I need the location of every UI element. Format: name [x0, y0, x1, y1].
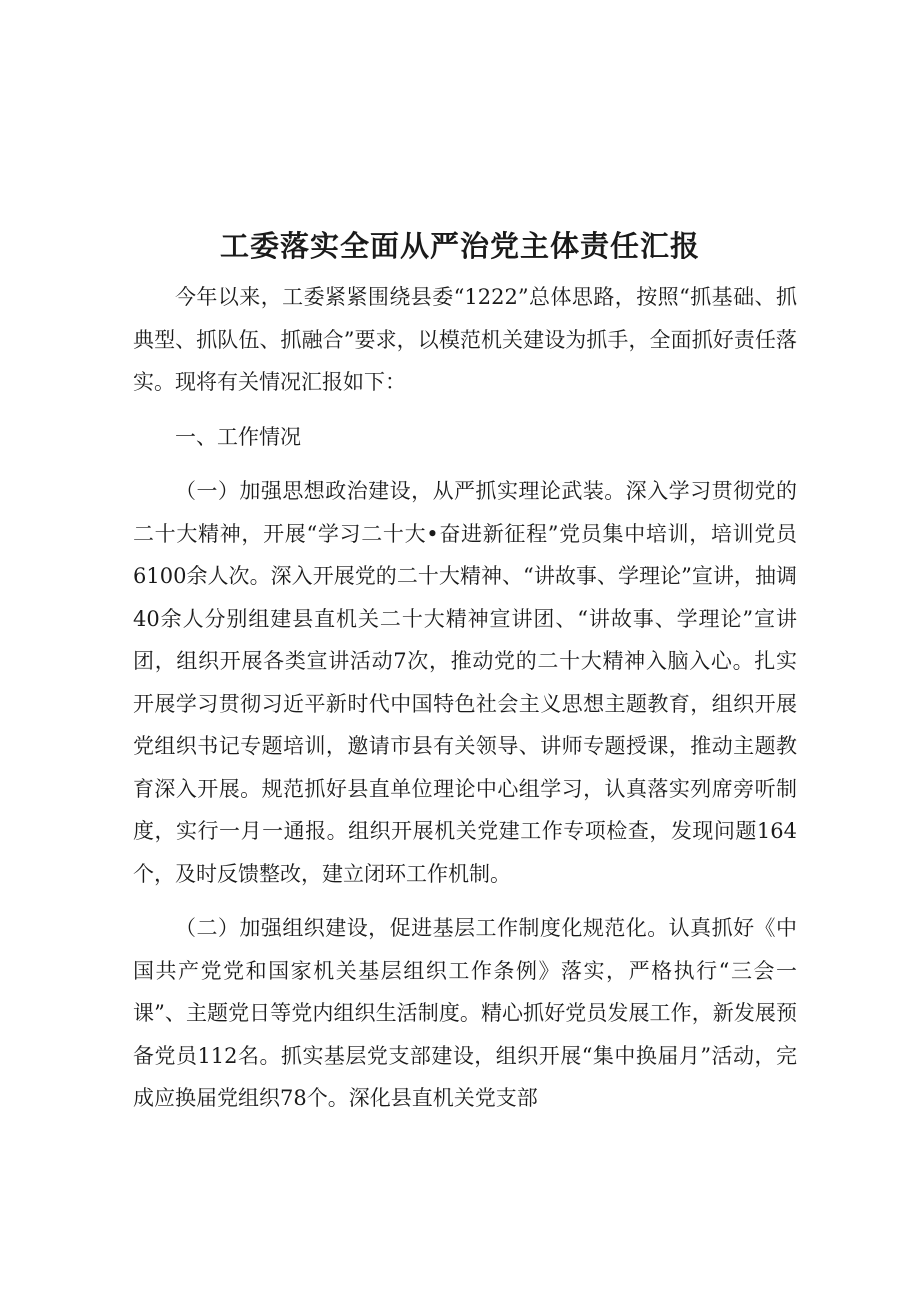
document-title: 工委落实全面从严治党主体责任汇报 — [219, 229, 700, 263]
body-paragraph: （二）加强组织建设，促进基层工作制度化规范化。认真抓好《中国共产党党和国家机关基层组织工作条例》落实，严格执行“三会一课”、主题党日等党内组织生活制度。精心抓好党员发展工作，新发展预备党员112名。抓实基层党支部建设，组织开展“集中换届月”活动，完成应换届党组织78个。深化县直机关党支部 — [133, 916, 797, 1110]
document-body — [133, 276, 797, 1120]
section-heading: 一、工作情况 — [175, 424, 301, 449]
intro-paragraph: 今年以来，工委紧紧围绕县委“1222”总体思路，按照“抓基础、抓典型、抓队伍、抓融合”要求，以模范机关建设为抓手，全面抓好责任落实。现将有关情况汇报如下： — [133, 285, 797, 394]
body-paragraph: （一）加强思想政治建设，从严抓实理论武装。深入学习贯彻党的二十大精神，开展“学习二十大•奋进新征程”党员集中培训，培训党员6100余人次。深入开展党的二十大精神、“讲故事、学理论”宣讲，抽调40余人分别组建县直机关二十大精神宣讲团、“讲故事、学理论”宣讲团，组织开展各类宣讲活动7次，推动党的二十大精神入脑入心。扎实开展学习贯彻习近平新时代中国特色社会主义思想主题教育，组织开展党组织书记专题培训，邀请市县有关领导、讲师专题授课，推动主题教育深入开展。规范抓好县直单位理论中心组学习，认真落实列席旁听制度，实行一月一通报。组织开展机关党建工作专项检查，发现问题164个，及时反馈整改，建立闭环工作机制。 — [133, 479, 797, 886]
